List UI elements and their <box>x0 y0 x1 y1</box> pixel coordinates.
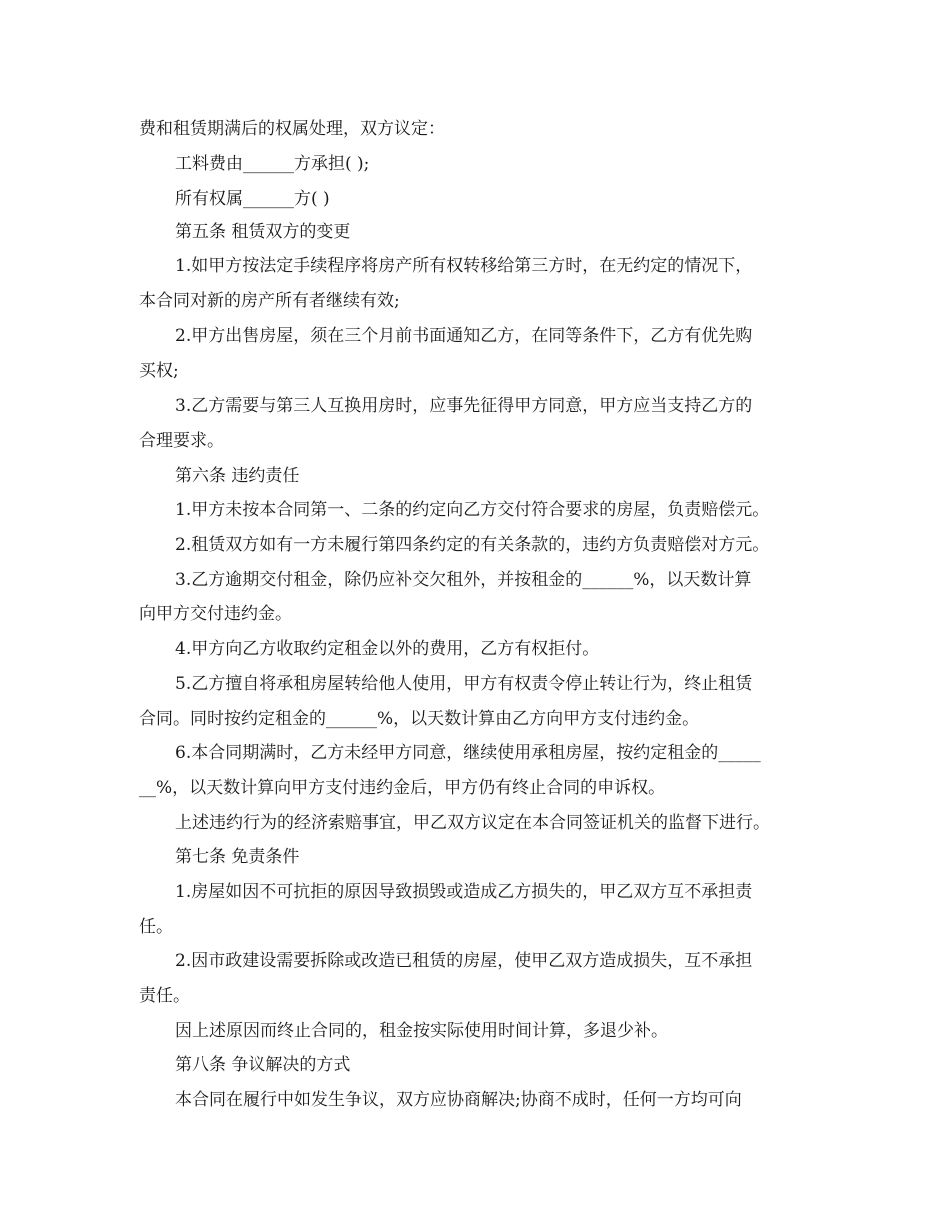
text-line: __%，以天数计算向甲方支付违约金后，甲方仍有终止合同的申诉权。 <box>139 778 666 798</box>
text-line: 2.租赁双方如有一方未履行第四条约定的有关条款的，违约方负责赔偿对方元。 <box>175 535 770 555</box>
text-line: 因上述原因而终止合同的，租金按实际使用时间计算，多退少补。 <box>175 1021 668 1041</box>
text-line: 1.甲方未按本合同第一、二条的约定向乙方交付符合要求的房屋，负责赔偿元。 <box>175 500 770 520</box>
text-line: 2.甲方出售房屋，须在三个月前书面通知乙方，在同等条件下，乙方有优先购 <box>175 326 753 346</box>
section-heading: 第六条 违约责任 <box>175 466 300 486</box>
text-line: 4.甲方向乙方收取约定租金以外的费用，乙方有权拒付。 <box>175 639 600 659</box>
text-line: 1.如甲方按法定手续程序将房产所有权转移给第三方时，在无约定的情况下， <box>175 256 753 276</box>
text-line: 所有权属______方( ) <box>175 189 330 209</box>
text-line: 5.乙方擅自将承租房屋转给他人使用，甲方有权责令停止转让行为，终止租赁 <box>175 674 753 694</box>
text-line: 买权; <box>139 361 179 381</box>
text-line: 2.因市政建设需要拆除或改造已租赁的房屋，使甲乙双方造成损失，互不承担 <box>175 951 753 971</box>
text-line: 本合同在履行中如发生争议，双方应协商解决;协商不成时，任何一方均可向 <box>175 1090 742 1110</box>
text-line: 任。 <box>139 917 173 937</box>
text-line: 合同。同时按约定租金的______%，以天数计算由乙方向甲方支付违约金。 <box>139 709 700 729</box>
section-heading: 第五条 租赁双方的变更 <box>175 222 351 242</box>
section-heading: 第八条 争议解决的方式 <box>175 1055 351 1075</box>
text-line: 3.乙方需要与第三人互换用房时，应事先征得甲方同意，甲方应当支持乙方的 <box>175 396 753 416</box>
section-heading: 第七条 免责条件 <box>175 847 300 867</box>
text-line: 费和租赁期满后的权属处理，双方议定： <box>139 119 445 139</box>
text-line: 1.房屋如因不可抗拒的原因导致损毁或造成乙方损失的，甲乙双方互不承担责 <box>175 882 753 902</box>
text-line: 上述违约行为的经济索赔事宜，甲乙双方议定在本合同签证机关的监督下进行。 <box>175 813 770 833</box>
text-line: 本合同对新的房产所有者继续有效; <box>139 291 400 311</box>
text-line: 合理要求。 <box>139 431 224 451</box>
text-line: 6.本合同期满时，乙方未经甲方同意，继续使用承租房屋，按约定租金的_____ <box>175 743 761 763</box>
text-line: 向甲方交付违约金。 <box>139 604 292 624</box>
text-line: 3.乙方逾期交付租金，除仍应补交欠租外，并按租金的______%，以天数计算 <box>175 570 752 590</box>
text-line: 工料费由______方承担( ); <box>175 154 370 174</box>
text-line: 责任。 <box>139 986 190 1006</box>
